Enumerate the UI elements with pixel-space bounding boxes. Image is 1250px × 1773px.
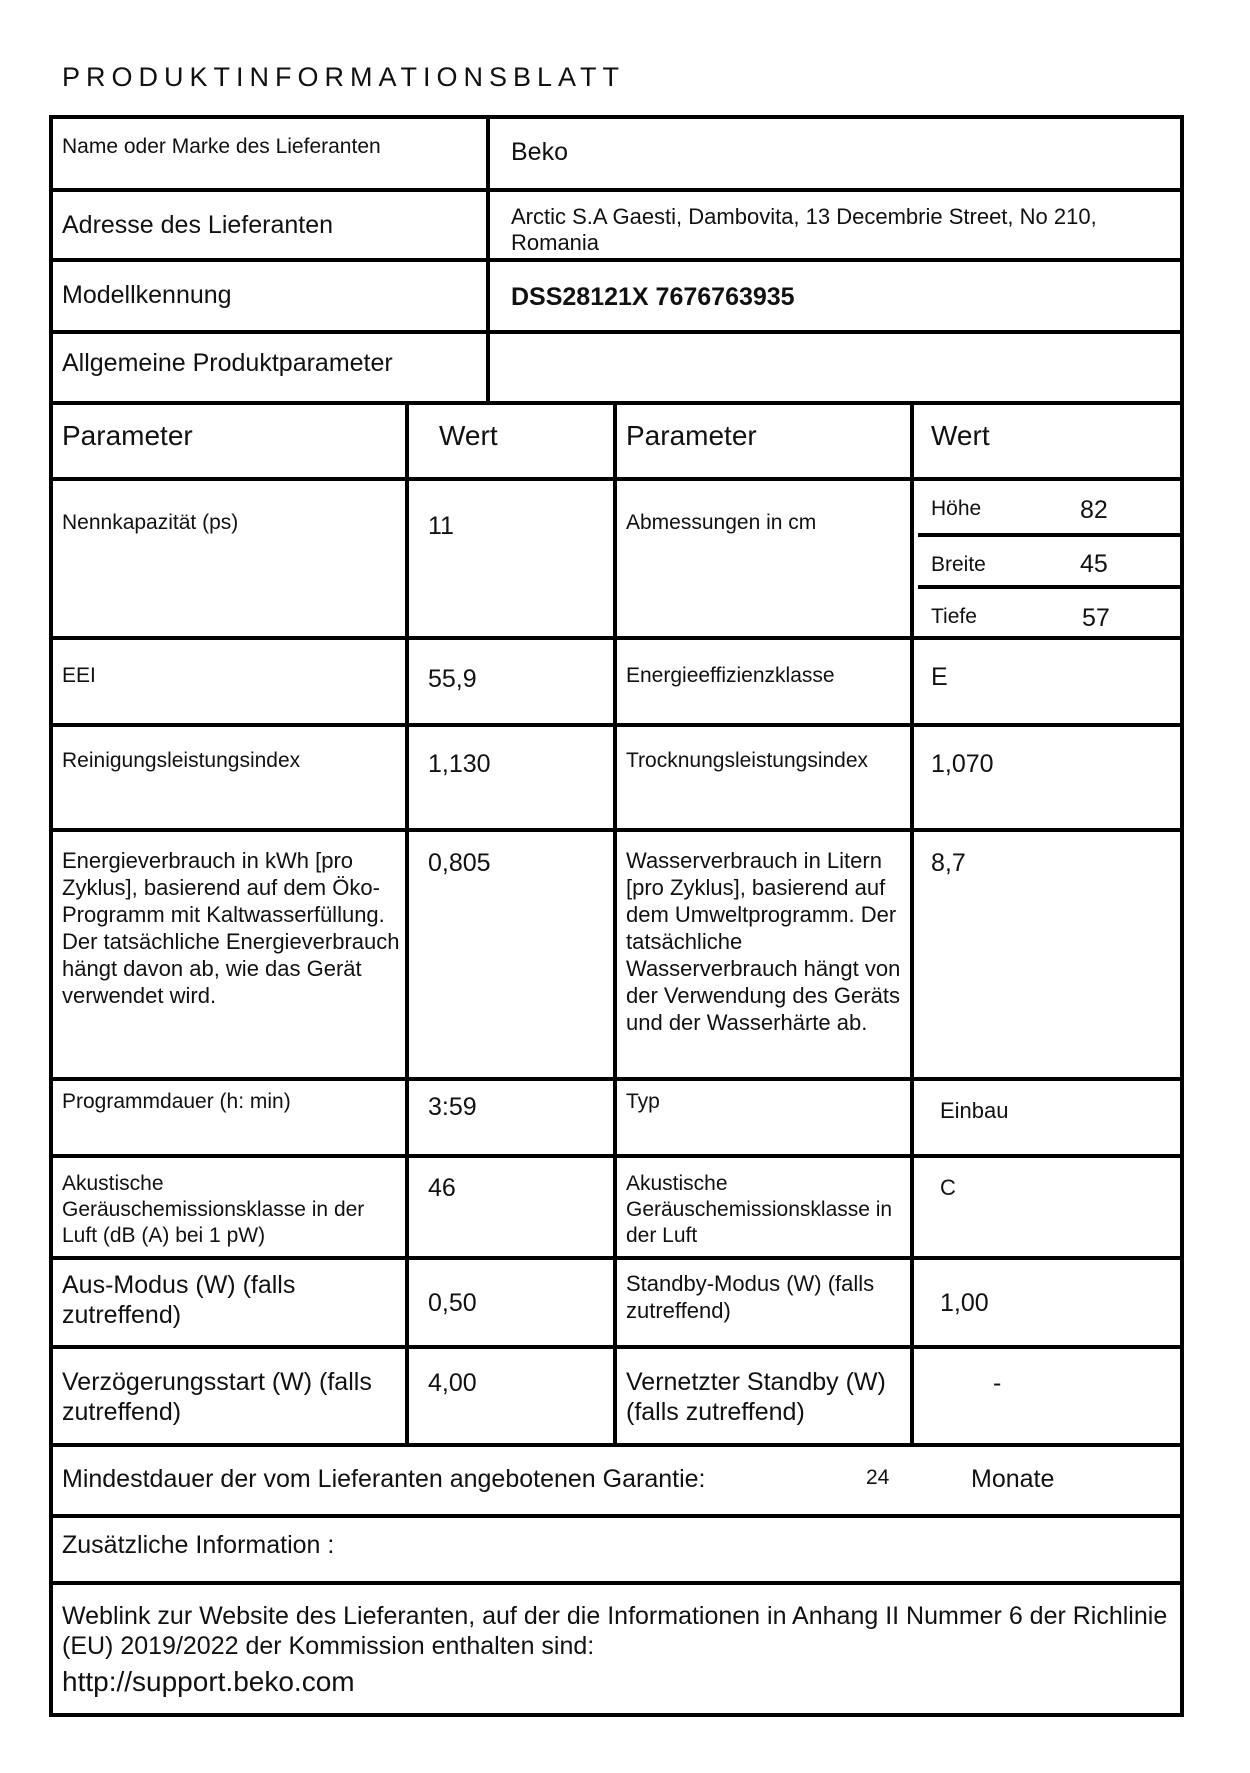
divider [49,330,1184,334]
supplier-name-label: Name oder Marke des Lieferanten [62,135,381,158]
noise-db-label: Akustische Geräuschemissionsklasse in der Luft (dB (A) bei 1 pW) [62,1172,365,1247]
dimensions-label: Abmessungen in cm [626,511,817,534]
weblink-text: Weblink zur Website des Lieferanten, auf der die Informationen in Anhang II Nummer 6 der Richlinie (EU) 2019/2022 der Kommission enthalten sind: [62,1602,1168,1660]
depth-label: Tiefe [931,605,977,628]
header-parameter-right: Parameter [626,420,757,451]
delay-start-value: 4,00 [428,1369,477,1397]
noise-db-value: 46 [428,1174,456,1202]
width-label: Breite [931,553,986,576]
width-value: 45 [1080,550,1108,578]
program-duration-label: Programmdauer (h: min) [62,1090,291,1113]
drying-index-label: Trocknungsleistungsindex [626,749,869,772]
cleaning-index-value: 1,130 [428,750,491,778]
cleaning-index-label: Reinigungsleistungsindex [62,749,301,772]
divider [49,1514,1184,1518]
eei-value: 55,9 [428,665,477,693]
supplier-address-label: Adresse des Lieferanten [62,211,334,239]
header-value-left: Wert [439,420,498,451]
energy-consumption-label: Energieverbrauch in kWh [pro Zyklus], basierend auf dem Öko-Programm mit Kaltwasserfüllung. Der tatsächliche Energieverbrauch hängt davon ab, wie das Gerät verwendet wird. [62,848,400,1008]
page-title: PRODUKTINFORMATIONSBLATT [62,62,626,92]
program-duration-value: 3:59 [428,1093,477,1121]
type-label: Typ [626,1090,660,1113]
divider [49,1581,1184,1585]
capacity-label: Nennkapazität (ps) [62,511,239,534]
model-label: Modellkennung [62,281,232,309]
divider [918,585,1184,589]
supplier-address-value: Arctic S.A Gaesti, Dambovita, 13 Decembrie Street, No 210, Romania [511,204,1097,255]
off-mode-value: 0,50 [428,1289,477,1317]
height-value: 82 [1080,496,1108,524]
divider [49,258,1184,262]
depth-value: 57 [1082,604,1110,632]
divider [918,533,1184,537]
energy-class-value: E [931,663,948,691]
standby-mode-label: Standby-Modus (W) (falls zutreffend) [626,1271,875,1323]
noise-class-value: C [940,1175,956,1200]
capacity-value: 11 [428,512,454,540]
water-consumption-value: 8,7 [931,849,966,877]
additional-info-label: Zusätzliche Information : [62,1531,335,1559]
support-link[interactable]: http://support.beko.com [62,1666,355,1697]
height-label: Höhe [931,497,982,520]
type-value: Einbau [940,1098,1009,1123]
warranty-label: Mindestdauer der vom Lieferanten angebotenen Garantie: [62,1465,706,1493]
divider [49,188,1184,192]
network-standby-label: Vernetzter Standby (W) (falls zutreffend) [626,1368,886,1426]
warranty-value: 24 [866,1466,890,1489]
energy-consumption-value: 0,805 [428,849,491,877]
energy-class-label: Energieeffizienzklasse [626,664,835,687]
header-value-right: Wert [931,420,990,451]
divider [613,401,617,1447]
divider [405,401,409,1447]
standby-mode-value: 1,00 [940,1289,989,1317]
model-value: DSS28121X 7676763935 [511,283,795,311]
general-parameters-label: Allgemeine Produktparameter [62,349,393,377]
water-consumption-label: Wasserverbrauch in Litern [pro Zyklus], basierend auf dem Umweltprogramm. Der tatsächliche Wasserverbrauch hängt von der Verwendung des Geräts und der Wasserhärte ab. [626,848,901,1035]
drying-index-value: 1,070 [931,750,994,778]
divider [486,115,490,405]
delay-start-label: Verzögerungsstart (W) (falls zutreffend) [62,1368,372,1426]
off-mode-label: Aus-Modus (W) (falls zutreffend) [62,1271,296,1329]
noise-class-label: Akustische Geräuschemissionsklasse in der Luft [626,1172,893,1247]
supplier-name-value: Beko [511,138,568,166]
warranty-unit: Monate [971,1465,1055,1493]
network-standby-value: - [993,1369,1002,1397]
eei-label: EEI [62,664,96,687]
header-parameter-left: Parameter [62,420,193,451]
